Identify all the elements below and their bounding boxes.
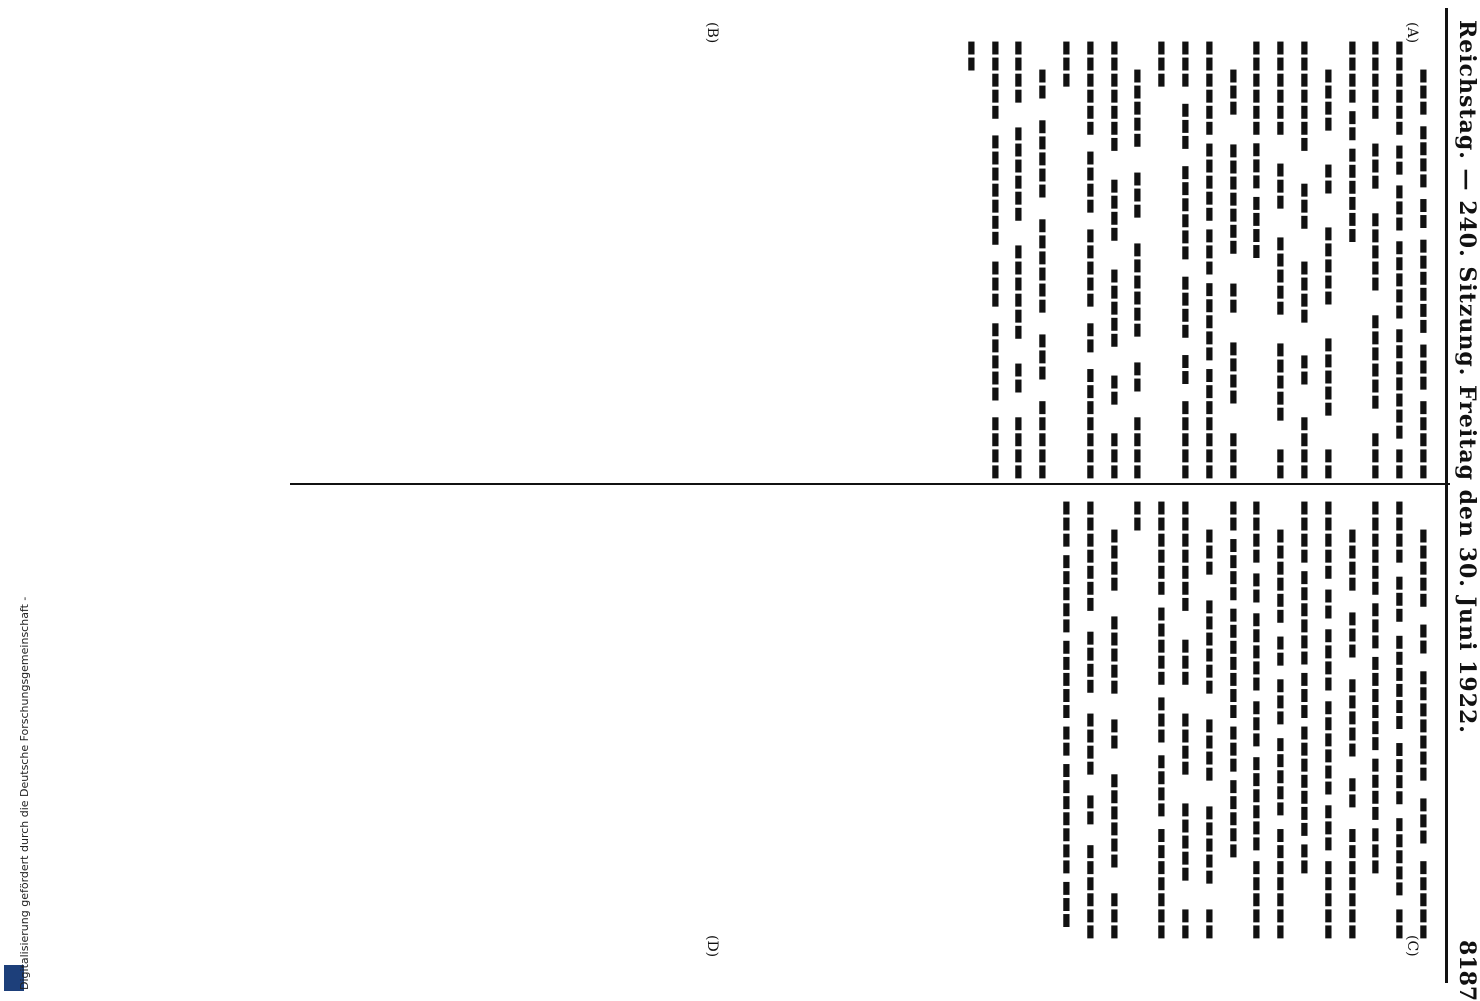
text-column-right	[295, 500, 1435, 940]
column-paragraph: ▬▬▬ ▬▬▬▬ ▬▬ ▬▬▬▬▬▬ ▬▬▬ ▬▬▬▬▬ ▬▬▬▬▬▬ ▬▬ ▬▬▬ ▬▬▬▬▬ ▬▬▬▬▬▬▬ ▬▬ ▬▬▬▬▬ ▬▬▬ ▬▬▬▬▬ ▬▬▬▬▬▬ ▬▬▬ ▬▬▬▬ ▬▬ ▬▬▬▬▬▬	[1342, 40, 1434, 480]
column-paragraph: ▬▬ ▬▬▬▬▬ ▬▬▬▬▬▬ ▬▬▬ ▬▬▬▬▬ ▬▬▬▬ ▬▬▬▬▬▬ ▬▬▬▬▬▬ ▬▬ ▬▬▬▬ ▬▬▬▬▬ ▬▬▬▬▬▬▬ ▬▬▬ ▬▬▬▬▬ ▬▬▬▬ ▬▬	[961, 40, 1054, 480]
column-paragraph: ▬▬▬▬ ▬▬▬ ▬▬▬▬▬ ▬▬ ▬▬▬▬▬▬▬ ▬▬▬▬▬ ▬▬ ▬▬▬▬ ▬▬▬▬▬▬ ▬▬▬ ▬▬▬▬▬ ▬▬▬▬ ▬▬▬▬▬▬ ▬▬▬ ▬▬▬▬▬▬▬ ▬▬	[1295, 500, 1363, 940]
column-paragraph: ▬▬▬▬▬▬ ▬▬ ▬▬▬ ▬▬▬▬▬ ▬▬▬▬▬▬▬ ▬▬▬▬ ▬▬ ▬▬▬▬▬ ▬▬▬ ▬▬▬▬▬▬ ▬▬▬▬▬ ▬▬ ▬▬▬▬ ▬▬▬▬▬▬▬ ▬▬▬ ▬▬▬▬▬	[1223, 500, 1292, 940]
scanned-page	[100, 0, 1480, 1001]
margin-marker-c: (C)	[1404, 935, 1420, 957]
column-paragraph: ▬▬▬▬▬ ▬▬▬ ▬▬▬▬▬▬ ▬▬ ▬▬▬▬ ▬▬▬▬▬▬▬ ▬▬▬▬ ▬▬▬▬▬ ▬▬ ▬▬▬ ▬▬▬▬▬▬ ▬▬▬▬ ▬▬▬▬▬ ▬▬ ▬▬▬▬▬▬▬ ▬▬▬	[1057, 40, 1149, 480]
column-paragraph: ▬▬▬ ▬▬▬▬▬▬▬ ▬▬ ▬▬▬▬ ▬▬▬ ▬▬▬▬▬▬ ▬▬▬▬▬ ▬▬▬ ▬▬▬▬▬ ▬▬▬▬▬▬▬ ▬▬▬ ▬▬▬ ▬▬▬▬▬▬ ▬▬▬▬ ▬▬ ▬▬▬▬▬ ▬▬▬	[1152, 40, 1244, 480]
text-column-left	[295, 40, 1435, 480]
column-divider	[290, 483, 1450, 485]
column-paragraph: ▬▬▬▬ ▬▬ ▬▬▬▬▬ ▬▬▬▬▬ ▬▬ ▬▬▬▬▬▬▬ ▬▬▬ ▬▬▬▬ ▬▬ ▬▬▬▬ ▬▬▬▬▬▬ ▬▬▬ ▬▬▬▬▬ ▬▬▬▬▬ ▬▬ ▬▬▬▬▬▬ ▬▬▬ ▬▬▬▬	[1247, 40, 1339, 480]
page-number: 8187	[1454, 940, 1480, 1001]
margin-marker-a: (A)	[1404, 22, 1420, 44]
header-rule	[1445, 8, 1448, 983]
digitization-credit: Digitalisierung gefördert durch die Deutsche Forschungsgemeinschaft -	[18, 596, 31, 990]
running-header: Reichstag. — 240. Sitzung. Freitag den 30. Juni 1922.	[1454, 20, 1480, 734]
column-paragraph: ▬▬▬ ▬▬▬▬▬▬ ▬▬▬▬ ▬▬▬▬▬ ▬▬ ▬▬▬▬▬▬▬ ▬▬▬ ▬▬▬▬ ▬▬▬▬▬ ▬▬ ▬▬▬▬▬▬ ▬▬▬▬▬ ▬▬▬ ▬▬▬▬ ▬▬▬▬▬▬▬ ▬▬	[1128, 500, 1220, 940]
margin-marker-b: (B)	[704, 22, 720, 44]
column-paragraph: ▬▬▬▬▬ ▬▬ ▬▬▬▬▬▬▬ ▬▬▬ ▬▬▬▬▬ ▬▬▬▬ ▬▬▬ ▬▬▬▬▬▬ ▬▬▬▬ ▬▬▬▬▬ ▬▬ ▬▬▬▬▬▬ ▬▬▬ ▬▬▬▬▬▬ ▬▬▬▬ ▬▬▬	[1366, 500, 1434, 940]
column-paragraph: ▬▬▬▬ ▬▬▬▬▬ ▬▬ ▬▬▬▬▬▬ ▬▬▬ ▬▬▬▬▬▬▬ ▬▬▬▬ ▬▬▬▬ ▬▬ ▬▬▬▬▬▬ ▬▬▬ ▬▬▬▬▬ ▬▬▬▬▬ ▬▬ ▬▬▬▬▬▬▬ ▬▬▬	[1057, 500, 1125, 940]
margin-marker-d: (D)	[704, 935, 720, 958]
